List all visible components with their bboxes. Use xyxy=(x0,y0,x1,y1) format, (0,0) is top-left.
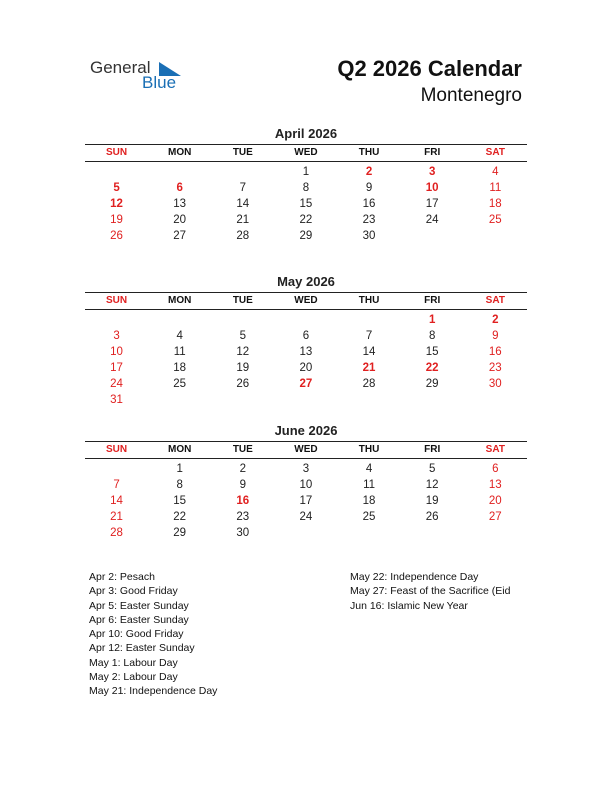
date-cell: 20 xyxy=(299,362,313,374)
empty-date-cell xyxy=(148,392,211,408)
holiday-date-cell: 6 xyxy=(176,182,183,194)
date-cell: 29 xyxy=(173,527,187,539)
holiday-date-cell: 3 xyxy=(428,166,436,178)
date-cell: 18 xyxy=(173,362,187,374)
holiday-entry: Apr 12: Easter Sunday xyxy=(89,642,195,655)
date-cell: 28 xyxy=(362,378,376,390)
holiday-entry: Apr 6: Easter Sunday xyxy=(89,613,189,626)
weekday-header: SAT xyxy=(485,147,505,158)
week-row xyxy=(85,461,527,477)
empty-date-cell xyxy=(85,312,148,328)
date-cell: 8 xyxy=(302,182,310,194)
holiday-entry: May 22: Independence Day xyxy=(350,571,479,583)
date-cell: 1 xyxy=(176,463,183,475)
weekday-header: SAT xyxy=(485,444,505,455)
weekday-header: TUE xyxy=(232,147,253,158)
weekday-header: WED xyxy=(294,147,318,158)
date-cell: 7 xyxy=(113,479,120,491)
logo-text-general: General xyxy=(90,58,151,77)
empty-date-cell xyxy=(211,164,274,180)
week-row xyxy=(85,392,527,408)
month-title: May 2026 xyxy=(277,274,335,289)
weekday-header: MON xyxy=(168,444,192,455)
date-cell: 17 xyxy=(110,362,123,374)
holiday-entry: May 1: Labour Day xyxy=(89,656,178,669)
date-cell: 20 xyxy=(173,214,187,226)
empty-date-cell xyxy=(148,312,211,328)
holiday-entry: May 27: Feast of the Sacrifice (Eid xyxy=(350,585,511,598)
date-cell: 10 xyxy=(299,479,313,491)
date-cell: 24 xyxy=(299,511,313,523)
holiday-date-cell: 16 xyxy=(236,495,250,507)
holiday-date-cell: 1 xyxy=(428,314,436,326)
date-cell: 4 xyxy=(365,463,373,475)
empty-date-cell xyxy=(401,228,464,244)
date-cell: 17 xyxy=(425,198,439,210)
holiday-date-cell: 27 xyxy=(299,378,313,390)
week-row xyxy=(85,525,527,541)
week-row xyxy=(85,360,527,376)
date-cell: 26 xyxy=(425,511,439,523)
empty-date-cell xyxy=(464,228,527,244)
empty-date-cell xyxy=(274,525,337,541)
month-calendar-june xyxy=(85,423,527,541)
date-cell: 20 xyxy=(488,495,502,507)
date-cell: 14 xyxy=(362,346,376,358)
empty-date-cell xyxy=(338,312,401,328)
date-cell: 15 xyxy=(173,495,187,507)
month-title: June 2026 xyxy=(274,423,338,438)
week-row xyxy=(85,228,527,244)
date-cell: 31 xyxy=(110,394,123,406)
weekday-header: THU xyxy=(358,444,380,455)
date-cell: 13 xyxy=(173,198,187,210)
date-cell: 16 xyxy=(488,346,502,358)
weekday-header: FRI xyxy=(424,444,441,455)
date-cell: 5 xyxy=(428,463,436,475)
week-row xyxy=(85,509,527,525)
weekday-header: MON xyxy=(168,295,192,306)
date-cell: 28 xyxy=(236,230,250,242)
week-row xyxy=(85,328,527,344)
date-cell: 30 xyxy=(362,230,376,242)
date-cell: 19 xyxy=(236,362,250,374)
week-row xyxy=(85,212,527,228)
holiday-list-right xyxy=(350,570,510,613)
empty-date-cell xyxy=(401,392,464,408)
date-cell: 8 xyxy=(428,330,436,342)
date-cell: 4 xyxy=(492,166,499,178)
empty-date-cell xyxy=(401,525,464,541)
date-cell: 12 xyxy=(425,479,439,491)
holiday-date-cell: 2 xyxy=(365,166,373,178)
weekday-header: THU xyxy=(358,147,380,158)
date-cell: 4 xyxy=(176,330,183,342)
date-cell: 21 xyxy=(110,511,123,523)
date-cell: 15 xyxy=(299,198,313,210)
date-cell: 30 xyxy=(236,527,250,539)
date-cell: 13 xyxy=(488,479,502,491)
date-cell: 29 xyxy=(425,378,439,390)
weekday-header: TUE xyxy=(232,444,253,455)
weekday-header: THU xyxy=(358,295,380,306)
date-cell: 23 xyxy=(488,362,502,374)
date-cell: 6 xyxy=(302,330,310,342)
date-cell: 19 xyxy=(110,214,123,226)
week-row xyxy=(85,477,527,493)
logo-text-blue: Blue xyxy=(142,73,177,92)
week-row xyxy=(85,376,527,392)
month-calendar-may xyxy=(85,274,527,408)
page-title: Q2 2026 Calendar xyxy=(337,56,522,81)
weekday-header: WED xyxy=(294,444,318,455)
date-cell: 26 xyxy=(110,230,123,242)
date-cell: 9 xyxy=(365,182,373,194)
date-cell: 5 xyxy=(239,330,247,342)
holiday-date-cell: 5 xyxy=(113,182,120,194)
country-name: Montenegro xyxy=(420,85,522,106)
date-cell: 30 xyxy=(488,378,502,390)
weekday-header: FRI xyxy=(424,295,441,306)
holiday-entry: Apr 3: Good Friday xyxy=(89,585,178,598)
weekday-header-row xyxy=(85,442,527,458)
holiday-entry: May 21: Independence Day xyxy=(89,685,218,698)
weekday-header: SUN xyxy=(106,444,128,455)
holiday-entry: Jun 16: Islamic New Year xyxy=(350,599,468,612)
date-cell: 10 xyxy=(110,346,123,358)
holiday-date-cell: 2 xyxy=(492,314,499,326)
date-cell: 21 xyxy=(236,214,250,226)
date-cell: 24 xyxy=(110,378,123,390)
date-cell: 9 xyxy=(239,479,247,491)
empty-date-cell xyxy=(211,392,274,408)
empty-date-cell xyxy=(211,312,274,328)
date-cell: 12 xyxy=(236,346,250,358)
date-cell: 8 xyxy=(176,479,183,491)
week-row xyxy=(85,180,527,196)
date-cell: 28 xyxy=(110,527,123,539)
weekday-header: SAT xyxy=(485,295,505,306)
date-cell: 2 xyxy=(239,463,247,475)
date-cell: 19 xyxy=(425,495,439,507)
empty-date-cell xyxy=(338,525,401,541)
date-cell: 27 xyxy=(488,511,502,523)
weekday-header-row xyxy=(85,145,527,161)
date-cell: 9 xyxy=(492,330,499,342)
date-cell: 7 xyxy=(239,182,247,194)
date-cell: 23 xyxy=(362,214,376,226)
date-cell: 15 xyxy=(425,346,439,358)
empty-date-cell xyxy=(274,312,337,328)
holiday-entry: Apr 5: Easter Sunday xyxy=(89,599,189,612)
holiday-entry: Apr 10: Good Friday xyxy=(89,628,184,641)
date-cell: 3 xyxy=(113,330,120,342)
weekday-header: TUE xyxy=(232,295,253,306)
date-cell: 22 xyxy=(299,214,313,226)
holiday-entry: May 2: Labour Day xyxy=(89,671,178,684)
date-cell: 11 xyxy=(489,182,502,194)
date-cell: 23 xyxy=(236,511,250,523)
week-row xyxy=(85,164,527,180)
date-cell: 3 xyxy=(302,463,310,475)
week-row xyxy=(85,196,527,212)
generalblue-logo xyxy=(90,58,200,94)
date-cell: 16 xyxy=(362,198,376,210)
date-cell: 22 xyxy=(173,511,187,523)
empty-date-cell xyxy=(85,461,148,477)
holiday-list-left xyxy=(89,570,217,699)
empty-date-cell xyxy=(338,392,401,408)
date-cell: 11 xyxy=(173,346,186,358)
holiday-date-cell: 12 xyxy=(110,198,123,210)
holiday-date-cell: 10 xyxy=(425,182,439,194)
date-cell: 18 xyxy=(362,495,376,507)
empty-date-cell xyxy=(464,392,527,408)
date-cell: 1 xyxy=(302,166,310,178)
weekday-header: MON xyxy=(168,147,192,158)
week-row xyxy=(85,493,527,509)
weekday-header: FRI xyxy=(424,147,441,158)
date-cell: 7 xyxy=(365,330,373,342)
date-cell: 27 xyxy=(173,230,187,242)
week-row xyxy=(85,312,527,328)
weekday-header: WED xyxy=(294,295,318,306)
week-row xyxy=(85,344,527,360)
holiday-date-cell: 22 xyxy=(425,362,439,374)
empty-date-cell xyxy=(464,525,527,541)
date-cell: 6 xyxy=(492,463,499,475)
date-cell: 26 xyxy=(236,378,250,390)
date-cell: 17 xyxy=(299,495,313,507)
date-cell: 29 xyxy=(299,230,313,242)
date-cell: 11 xyxy=(363,479,376,491)
date-cell: 25 xyxy=(488,214,502,226)
month-title: April 2026 xyxy=(274,126,338,141)
weekday-header-row xyxy=(85,293,527,309)
date-cell: 18 xyxy=(488,198,502,210)
empty-date-cell xyxy=(85,164,148,180)
holiday-entry: Apr 2: Pesach xyxy=(89,571,155,583)
date-cell: 25 xyxy=(173,378,187,390)
date-cell: 14 xyxy=(110,495,123,507)
weekday-header: SUN xyxy=(106,295,128,306)
holiday-date-cell: 21 xyxy=(362,362,376,374)
month-calendar-april xyxy=(85,126,527,244)
empty-date-cell xyxy=(274,392,337,408)
date-cell: 25 xyxy=(362,511,376,523)
empty-date-cell xyxy=(148,164,211,180)
weekday-header: SUN xyxy=(106,147,128,158)
date-cell: 14 xyxy=(236,198,250,210)
date-cell: 24 xyxy=(425,214,439,226)
date-cell: 13 xyxy=(299,346,313,358)
